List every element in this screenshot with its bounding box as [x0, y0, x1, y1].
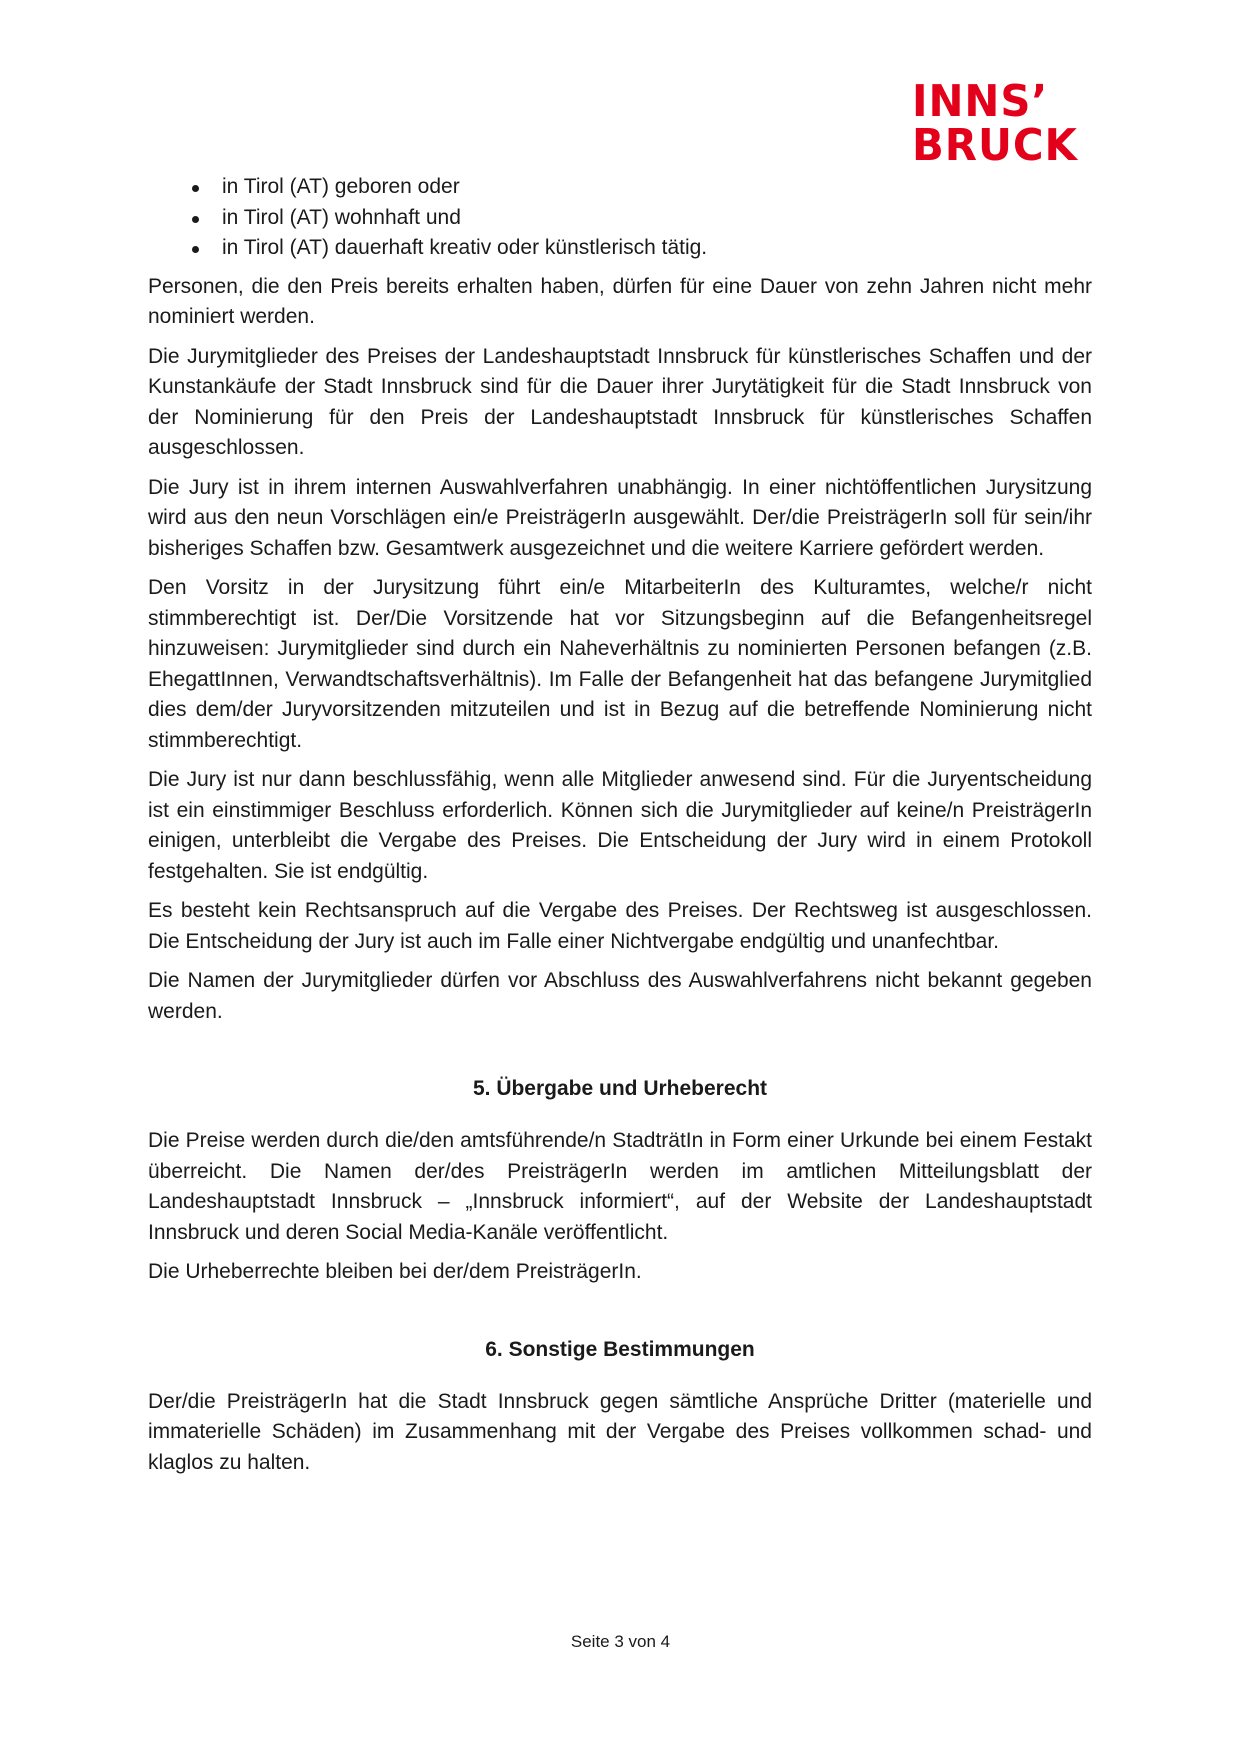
document-body: [148, 172, 1092, 1487]
list-item: in Tirol (AT) wohnhaft und: [148, 203, 1092, 234]
section-5-heading: 5. Übergabe und Urheberecht: [472, 1077, 768, 1100]
paragraph: Die Jurymitglieder des Preises der Landeshauptstadt Innsbruck für künstlerisches Schaffen und der Kunstankäufe der Stadt Innsbruck sind für die Dauer ihrer Jurytätigkeit für die Stadt Innsbruck von der Nominierung für den Preis der Landeshauptstadt Innsbruck für künstlerisches Schaffen ausgeschlossen.: [148, 344, 1092, 459]
innsbruck-logo: [912, 76, 1092, 171]
paragraph: Personen, die den Preis bereits erhalten haben, dürfen für eine Dauer von zehn Jahren nicht mehr nominiert werden.: [148, 274, 1092, 328]
logo-line-1: INNS’: [912, 76, 1049, 127]
paragraph: Die Jury ist in ihrem internen Auswahlverfahren unabhängig. In einer nichtöffentlichen Jurysitzung wird aus den neun Vorschlägen ein/e PreisträgerIn ausgewählt. Der/die PreisträgerIn soll für sein/ihr bisheriges Schaffen bzw. Gesamtwerk ausgezeichnet und die weitere Karriere gefördert werden.: [148, 475, 1092, 560]
paragraph: Den Vorsitz in der Jurysitzung führt ein/e MitarbeiterIn des Kulturamtes, welche/r nicht stimmberechtigt ist. Der/Die Vorsitzende hat vor Sitzungsbeginn auf die Befangenheitsregel hinzuweisen: Jurymitglieder sind durch ein Naheverhältnis zu nominierten Personen befangen (z.B. EhegattInnen, Verwandtschaftsverhältnis). Im Falle der Befangenheit hat das befangene Jurymitglied dies dem/der Juryvorsitzenden mitzuteilen und ist in Bezug auf die betreffende Nominierung nicht stimmberechtigt.: [148, 576, 1092, 752]
list-item: in Tirol (AT) dauerhaft kreativ oder künstlerisch tätig.: [148, 233, 1092, 264]
paragraph: Die Urheberrechte bleiben bei der/dem PreisträgerIn.: [148, 1260, 642, 1283]
paragraph: Die Namen der Jurymitglieder dürfen vor Abschluss des Auswahlverfahrens nicht bekannt gegeben werden.: [148, 969, 1092, 1023]
paragraph: Die Preise werden durch die/den amtsführende/n StadträtIn in Form einer Urkunde bei einem Festakt überreicht. Die Namen der/des PreisträgerIn werden im amtlichen Mitteilungsblatt der Landeshauptstadt Innsbruck – „Innsbruck informiert“, auf der Website der Landeshauptstadt Innsbruck und deren Social Media-Kanäle veröffentlicht.: [148, 1129, 1092, 1244]
list-item: in Tirol (AT) geboren oder: [148, 172, 1092, 203]
eligibility-list: [148, 172, 1092, 264]
paragraph: Es besteht kein Rechtsanspruch auf die Vergabe des Preises. Der Rechtsweg ist ausgeschlossen. Die Entscheidung der Jury ist auch im Falle einer Nichtvergabe endgültig und unanfechtbar.: [148, 899, 1092, 953]
paragraph: Die Jury ist nur dann beschlussfähig, wenn alle Mitglieder anwesend sind. Für die Juryentscheidung ist ein einstimmiger Beschluss erforderlich. Können sich die Jurymitglieder auf keine/n PreisträgerIn einigen, unterbleibt die Vergabe des Preises. Die Entscheidung der Jury wird in einem Protokoll festgehalten. Sie ist endgültig.: [148, 768, 1092, 883]
logo-line-2: BRUCK: [912, 120, 1078, 171]
section-6-heading: 6. Sonstige Bestimmungen: [485, 1337, 755, 1361]
page-number: Seite 3 von 4: [570, 1632, 671, 1651]
paragraph: Der/die PreisträgerIn hat die Stadt Innsbruck gegen sämtliche Ansprüche Dritter (materielle und immaterielle Schäden) im Zusammenhang mit der Vergabe des Preises vollkommen schad- und klaglos zu halten.: [148, 1389, 1092, 1474]
